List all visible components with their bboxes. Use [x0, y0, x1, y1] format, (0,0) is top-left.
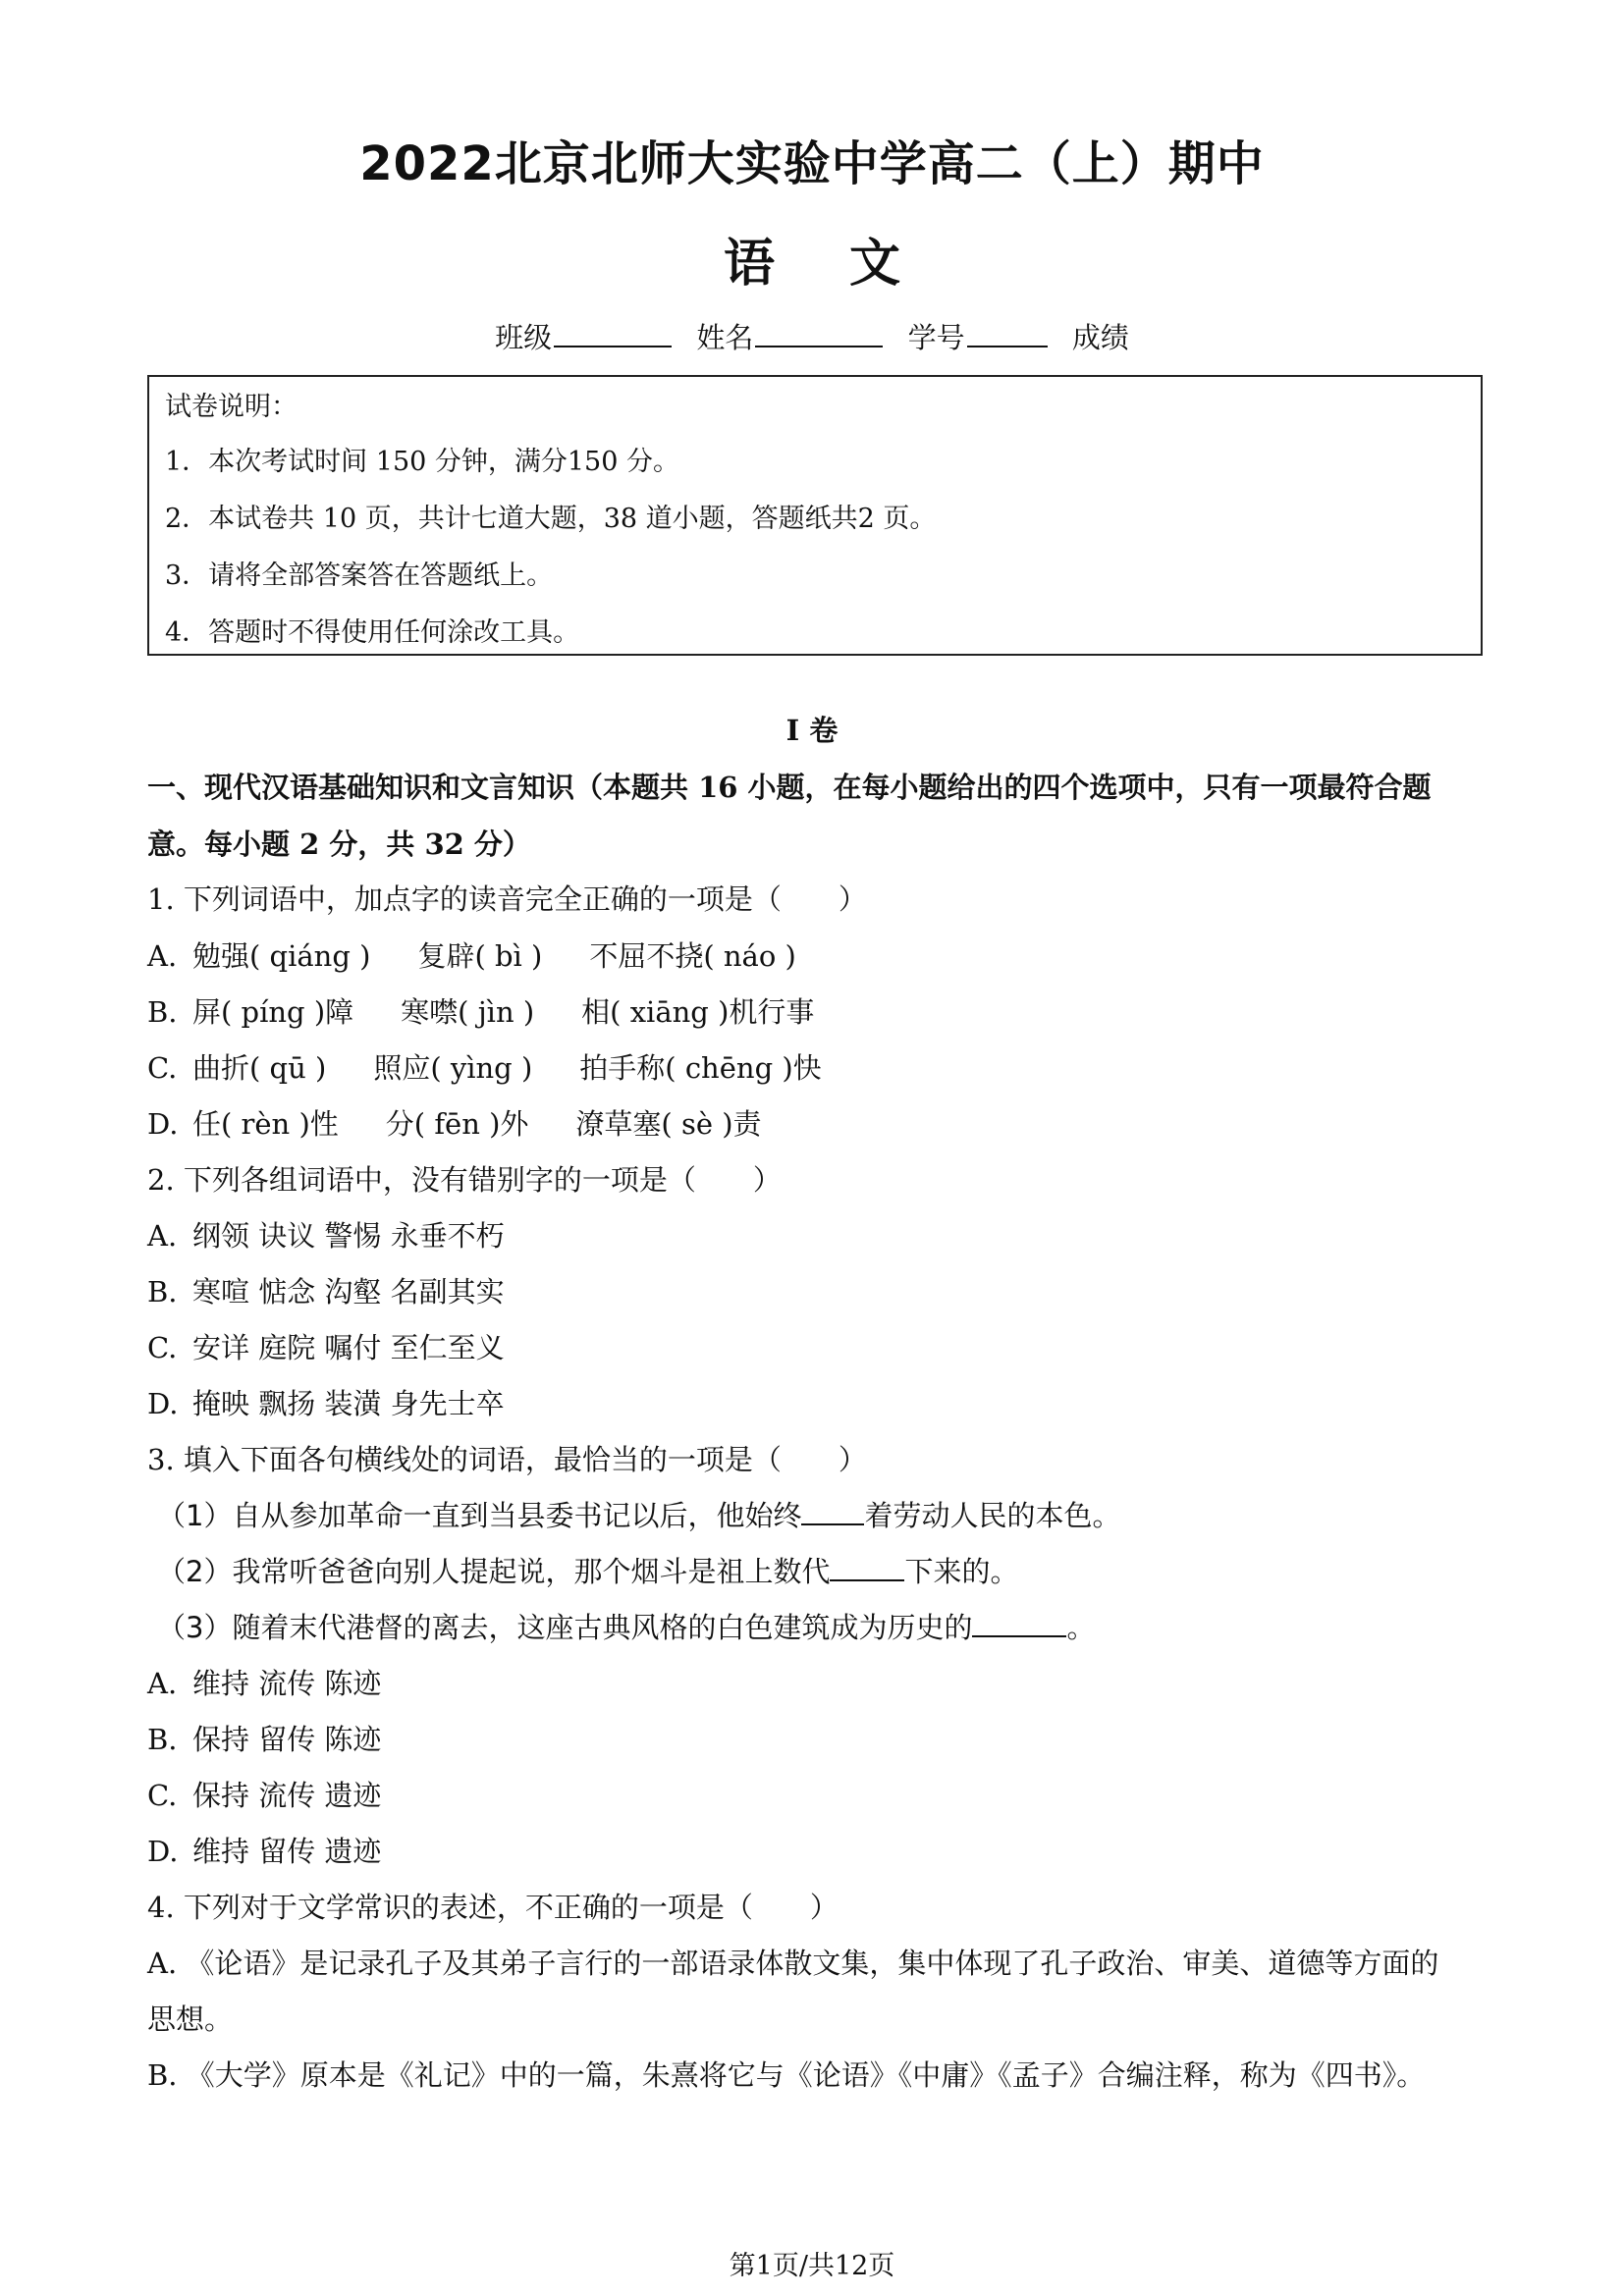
question-3-sentence-2: （2）我常听爸爸向别人提起说，那个烟斗是祖上数代 下来的。: [157, 1555, 1019, 1588]
subject-char-1: 语: [723, 235, 775, 294]
question-1-option-c[interactable]: C. 曲折( qū ) 照应( yìng ) 拍手称( chēng )快: [147, 1051, 822, 1085]
question-2-option-c[interactable]: C. 安详 庭院 嘱付 至仁至义: [147, 1331, 505, 1364]
page-number: 第1页/共12页: [729, 2251, 895, 2281]
question-3-sentence-1: （1）自从参加革命一直到当县委书记以后，他始终 着劳动人民的本色。: [157, 1499, 1121, 1532]
instruction-item: 1．本次考试时间 150 分钟，满分150 分。: [165, 447, 679, 477]
question-4-stem: 4. 下列对于文学常识的表述，不正确的一项是（ ）: [147, 1891, 839, 1924]
question-1-option-a[interactable]: A. 勉强( qiáng ) 复辟( bì ) 不屈不挠( náo ): [147, 939, 796, 973]
question-3-option-c[interactable]: C. 保持 流传 遗迹: [147, 1779, 382, 1812]
volume-heading: I 卷: [785, 714, 839, 747]
question-4-option-a[interactable]: A. 《论语》是记录孔子及其弟子言行的一部语录体散文集，集中体现了孔子政治、审美、道德等方面的: [147, 1947, 1439, 1980]
question-3-option-d[interactable]: D. 维持 留传 遗迹: [147, 1835, 382, 1868]
section-heading-cont: 意。每小题 2 分，共 32 分）: [147, 828, 531, 861]
fill-blank[interactable]: [972, 1612, 1066, 1637]
question-3-stem: 3. 填入下面各句横线处的词语，最恰当的一项是（ ）: [147, 1443, 867, 1476]
question-4-option-a-cont: 思想。: [147, 2002, 234, 2036]
question-2-option-b[interactable]: B. 寒喧 惦念 沟壑 名副其实: [147, 1275, 505, 1308]
question-4-option-b[interactable]: B. 《大学》原本是《礼记》中的一篇，朱熹将它与《论语》《中庸》《孟子》合编注释，称为《四书》。: [147, 2058, 1426, 2092]
fill-blank[interactable]: [801, 1500, 864, 1525]
student-id-label: 学号: [907, 321, 965, 354]
question-3-option-b[interactable]: B. 保持 留传 陈迹: [147, 1723, 382, 1756]
question-1-option-d[interactable]: D. 任( rèn )性 分( fēn )外 潦草塞( sè )责: [147, 1107, 762, 1141]
instructions-heading: 试卷说明：: [165, 392, 298, 422]
question-3-option-a[interactable]: A. 维持 流传 陈迹: [147, 1667, 382, 1700]
name-label: 姓名: [696, 321, 754, 354]
question-3-sentence-3: （3）随着末代港督的离去，这座古典风格的白色建筑成为历史的 。: [157, 1611, 1096, 1644]
instruction-item: 4．答题时不得使用任何涂改工具。: [165, 617, 580, 648]
subject-char-2: 文: [849, 235, 901, 294]
question-1-option-b[interactable]: B. 屏( píng )障 寒噤( jìn ) 相( xiāng )机行事: [147, 995, 815, 1029]
exam-title: 2022北京北师大实验中学高二（上）期中: [359, 136, 1265, 191]
section-heading: 一、现代汉语基础知识和文言知识（本题共 16 小题，在每小题给出的四个选项中，只有一项最符合题: [147, 771, 1432, 804]
question-2-stem: 2. 下列各组词语中，没有错别字的一项是（ ）: [147, 1163, 782, 1197]
question-2-option-d[interactable]: D. 掩映 飘扬 装潢 身先士卒: [147, 1387, 505, 1420]
question-1-stem: 1. 下列词语中，加点字的读音完全正确的一项是（ ）: [147, 882, 867, 916]
score-label: 成绩: [1071, 321, 1129, 354]
instruction-item: 2．本试卷共 10 页，共计七道大题，38 道小题，答题纸共2 页。: [165, 504, 937, 534]
instruction-item: 3．请将全部答案答在答题纸上。: [165, 561, 554, 591]
fill-blank[interactable]: [830, 1556, 904, 1581]
question-2-option-a[interactable]: A. 纲领 诀议 警惕 永垂不朽: [147, 1219, 505, 1253]
class-label: 班级: [495, 321, 553, 354]
